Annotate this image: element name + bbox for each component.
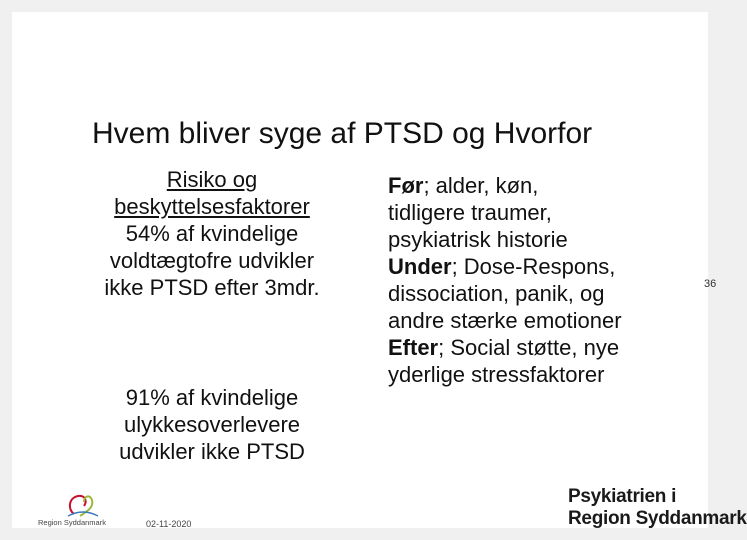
after-line1 bbox=[388, 334, 698, 361]
during-text: ; Dose-Respons, bbox=[451, 254, 616, 279]
during-line3: andre stærke emotioner bbox=[388, 308, 622, 333]
after-line2: yderlige stressfaktorer bbox=[388, 362, 605, 387]
after-label: Efter bbox=[388, 335, 439, 360]
before-line1 bbox=[388, 172, 698, 199]
region-logo-text: Region Syddanmark bbox=[38, 518, 106, 527]
region-logo-icon bbox=[38, 490, 134, 520]
before-line3: psykiatrisk historie bbox=[388, 227, 568, 252]
stat-accident-line3: udvikler ikke PTSD bbox=[119, 439, 305, 464]
during-line2: dissociation, panik, og bbox=[388, 281, 605, 306]
slide-number: 36 bbox=[704, 278, 717, 290]
stat-rape-line2: voldtægtofre udvikler bbox=[109, 248, 315, 273]
before-line2: tidligere traumer, bbox=[388, 200, 552, 225]
risk-heading-line2: beskyttelsesfaktorer bbox=[114, 194, 310, 219]
slide-title: Hvem bliver syge af PTSD og Hvorfor bbox=[92, 117, 593, 150]
slide-date: 02-11-2020 bbox=[146, 519, 192, 529]
psykiatrien-logo bbox=[568, 486, 747, 530]
after-text: ; Social støtte, nye bbox=[438, 335, 620, 360]
stat-rape-line3: ikke PTSD efter 3mdr. bbox=[104, 275, 320, 300]
psykiatrien-logo-line1: Psykiatrien i bbox=[568, 486, 677, 507]
stat-accident-line1: 91% af kvindelige bbox=[125, 385, 299, 410]
region-syddanmark-logo bbox=[38, 490, 134, 530]
stat-accident-line2: ulykkesoverlevere bbox=[123, 412, 301, 437]
before-label: Før bbox=[388, 173, 424, 198]
during-line1 bbox=[388, 253, 698, 280]
right-column bbox=[388, 172, 698, 388]
psykiatrien-logo-line2: Region Syddanmark bbox=[568, 508, 747, 529]
left-column-top bbox=[62, 166, 362, 301]
before-text: ; alder, køn, bbox=[423, 173, 539, 198]
risk-heading-line1: Risiko og bbox=[166, 167, 258, 192]
stat-rape-line1: 54% af kvindelige bbox=[125, 221, 299, 246]
left-column-bottom bbox=[62, 384, 362, 465]
during-label: Under bbox=[388, 254, 452, 279]
slide bbox=[12, 12, 747, 529]
